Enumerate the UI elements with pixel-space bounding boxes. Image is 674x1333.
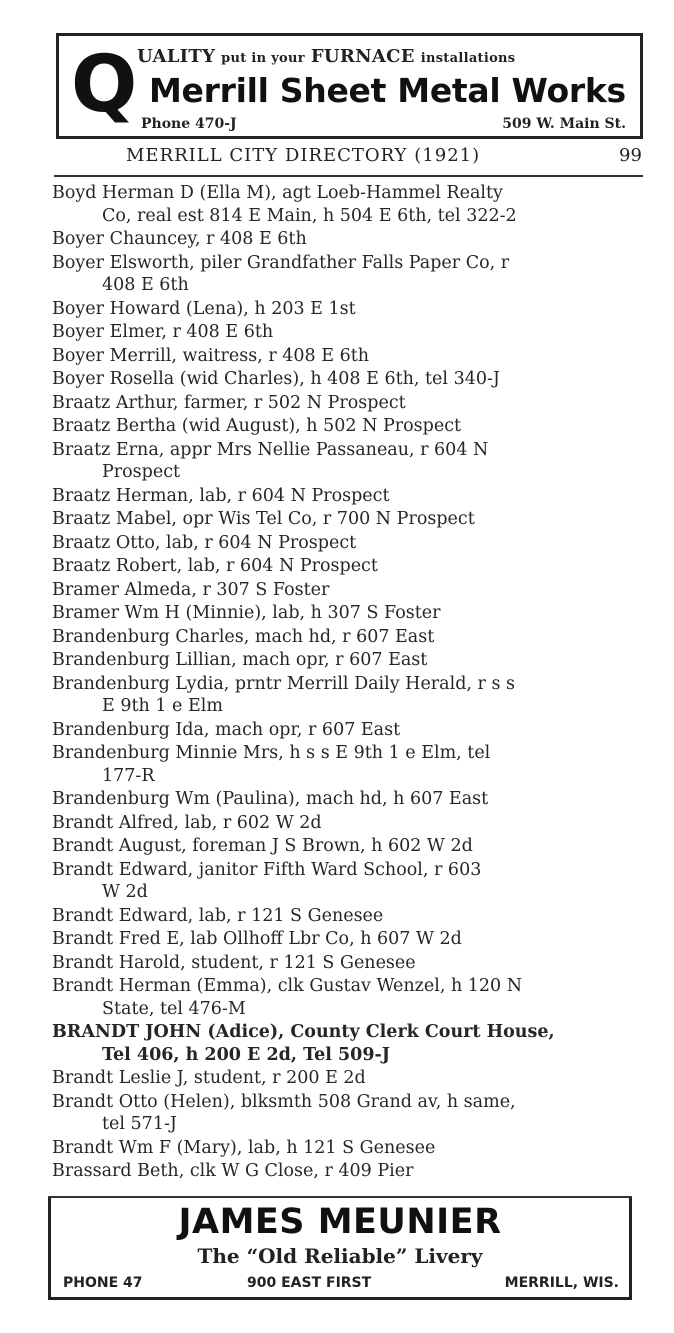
entry-continuation-line: Tel 406, h 200 E 2d, Tel 509-J [102,1044,391,1065]
entry-line: Brandenburg Wm (Paulina), mach hd, h 607 East [52,789,489,809]
entry-line: Brandt Harold, student, r 121 S Genesee [52,952,416,973]
entry-line: Braatz Robert, lab, r 604 N Prospect [52,556,378,576]
entry-line: Braatz Herman, lab, r 604 N Prospect [52,485,390,506]
entry-line: Brandt Otto (Helen), blksmth 508 Grand av, h same, [52,1091,516,1112]
directory-entry [52,252,642,297]
directory-entry [52,439,642,484]
ad-phone: Phone 470-J [141,116,237,132]
ad-slogan-word-1: UALITY [137,46,216,67]
entry-line: Brandt August, foreman J S Brown, h 602 W 2d [52,836,473,856]
entry-line: Boyd Herman D (Ella M), agt Loeb-Hammel Realty [52,183,503,203]
directory-entry [52,415,642,438]
entry-line: Brandt Wm F (Mary), lab, h 121 S Genesee [52,1137,436,1158]
directory-entry [52,392,642,415]
directory-entry [52,602,642,625]
entry-line: Bramer Wm H (Minnie), lab, h 307 S Foster [52,603,441,623]
entry-line: Boyer Howard (Lena), h 203 E 1st [52,298,356,319]
entry-line: Boyer Merrill, waitress, r 408 E 6th [52,345,370,366]
directory-entry [52,788,642,811]
entry-line: Brassard Beth, clk W G Close, r 409 Pier [52,1161,414,1181]
directory-entry [52,508,642,531]
ad-address: 509 W. Main St. [502,116,626,132]
directory-entry [52,1067,642,1090]
entry-continuation-line: 408 E 6th [102,275,189,295]
entry-line: Brandenburg Ida, mach opr, r 607 East [52,719,401,740]
directory-entry [52,812,642,835]
entry-line: Bramer Almeda, r 307 S Foster [52,579,330,600]
ad-bottom-name: JAMES MEUNIER [178,1202,502,1242]
directory-entry [52,1160,642,1183]
running-header-title: MERRILL CITY DIRECTORY (1921) [126,145,481,166]
ad-initial-letter: Q [71,40,138,130]
directory-entry [52,228,642,251]
directory-entry [52,368,642,391]
entry-line: Braatz Arthur, farmer, r 502 N Prospect [52,392,406,413]
directory-entry [52,182,642,227]
entry-line: Boyer Elsworth, piler Grandfather Falls Paper Co, r [52,252,510,273]
directory-entry [52,321,642,344]
directory-entry [52,835,642,858]
ad-business-name: Merrill Sheet Metal Works [149,71,626,110]
ad-bottom-city: MERRILL, WIS. [504,1275,619,1291]
directory-entry [52,485,642,508]
directory-entry [52,626,642,649]
directory-entry [52,1137,642,1160]
ad-bottom-address: 900 EAST FIRST [247,1275,372,1291]
entry-line: Brandenburg Lydia, prntr Merrill Daily Herald, r s s [52,673,515,694]
directory-entry [52,952,642,975]
directory-entry [52,1021,642,1066]
directory-entry [52,905,642,928]
entry-line: Boyer Chauncey, r 408 E 6th [52,229,307,249]
directory-entry [52,742,642,787]
entry-continuation-line: W 2d [102,882,148,902]
entry-line: Braatz Bertha (wid August), h 502 N Prospect [52,416,462,436]
entry-line: Braatz Mabel, opr Wis Tel Co, r 700 N Prospect [52,509,475,529]
entry-line: Brandenburg Charles, mach hd, r 607 East [52,626,435,647]
entry-line: Boyer Rosella (wid Charles), h 408 E 6th, tel 340-J [52,369,500,389]
entry-continuation-line: 177-R [102,765,155,786]
entry-line: Brandt Edward, janitor Fifth Ward School, r 603 [52,859,482,880]
directory-entry [52,975,642,1020]
entry-continuation-line: E 9th 1 e Elm [102,696,223,716]
directory-entries [52,182,642,1184]
entry-continuation-line: State, tel 476-M [102,998,246,1019]
entry-line: Brandenburg Lillian, mach opr, r 607 East [52,650,428,670]
directory-entry [52,673,642,718]
ad-bottom-phone: PHONE 47 [63,1275,143,1291]
entry-line: Brandt Fred E, lab Ollhoff Lbr Co, h 607 W 2d [52,929,462,949]
entry-line: Braatz Otto, lab, r 604 N Prospect [52,532,357,553]
ad-slogan [137,46,515,67]
ad-slogan-word-2: put in your [221,51,305,66]
header-rule [54,175,643,177]
directory-entry [52,532,642,555]
ad-slogan-word-3: FURNACE [310,46,415,67]
entry-line: Brandt Herman (Emma), clk Gustav Wenzel, h 120 N [52,976,523,996]
directory-entry [52,719,642,742]
entry-line: Boyer Elmer, r 408 E 6th [52,322,274,342]
directory-entry [52,298,642,321]
page-number: 99 [619,145,642,166]
directory-entry [52,928,642,951]
ad-slogan-word-4: installations [420,51,516,66]
directory-entry [52,345,642,368]
directory-entry [52,649,642,672]
top-advertisement [56,33,643,139]
entry-line: Brandt Alfred, lab, r 602 W 2d [52,812,322,833]
entry-continuation-line: Co, real est 814 E Main, h 504 E 6th, tel 322-2 [102,205,517,226]
directory-entry [52,555,642,578]
entry-continuation-line: tel 571-J [102,1114,177,1134]
entry-line: Braatz Erna, appr Mrs Nellie Passaneau, r 604 N [52,439,489,460]
directory-entry [52,579,642,602]
bottom-advertisement [48,1198,632,1300]
ad-bottom-tagline: The “Old Reliable” Livery [197,1244,483,1268]
entry-line: Brandt Leslie J, student, r 200 E 2d [52,1068,366,1088]
entry-continuation-line: Prospect [102,462,181,482]
entry-line: Brandenburg Minnie Mrs, h s s E 9th 1 e Elm, tel [52,743,491,763]
entry-line: Brandt Edward, lab, r 121 S Genesee [52,905,384,926]
directory-entry [52,1091,642,1136]
entry-line: BRANDT JOHN (Adice), County Clerk Court House, [52,1022,555,1042]
directory-entry [52,859,642,904]
